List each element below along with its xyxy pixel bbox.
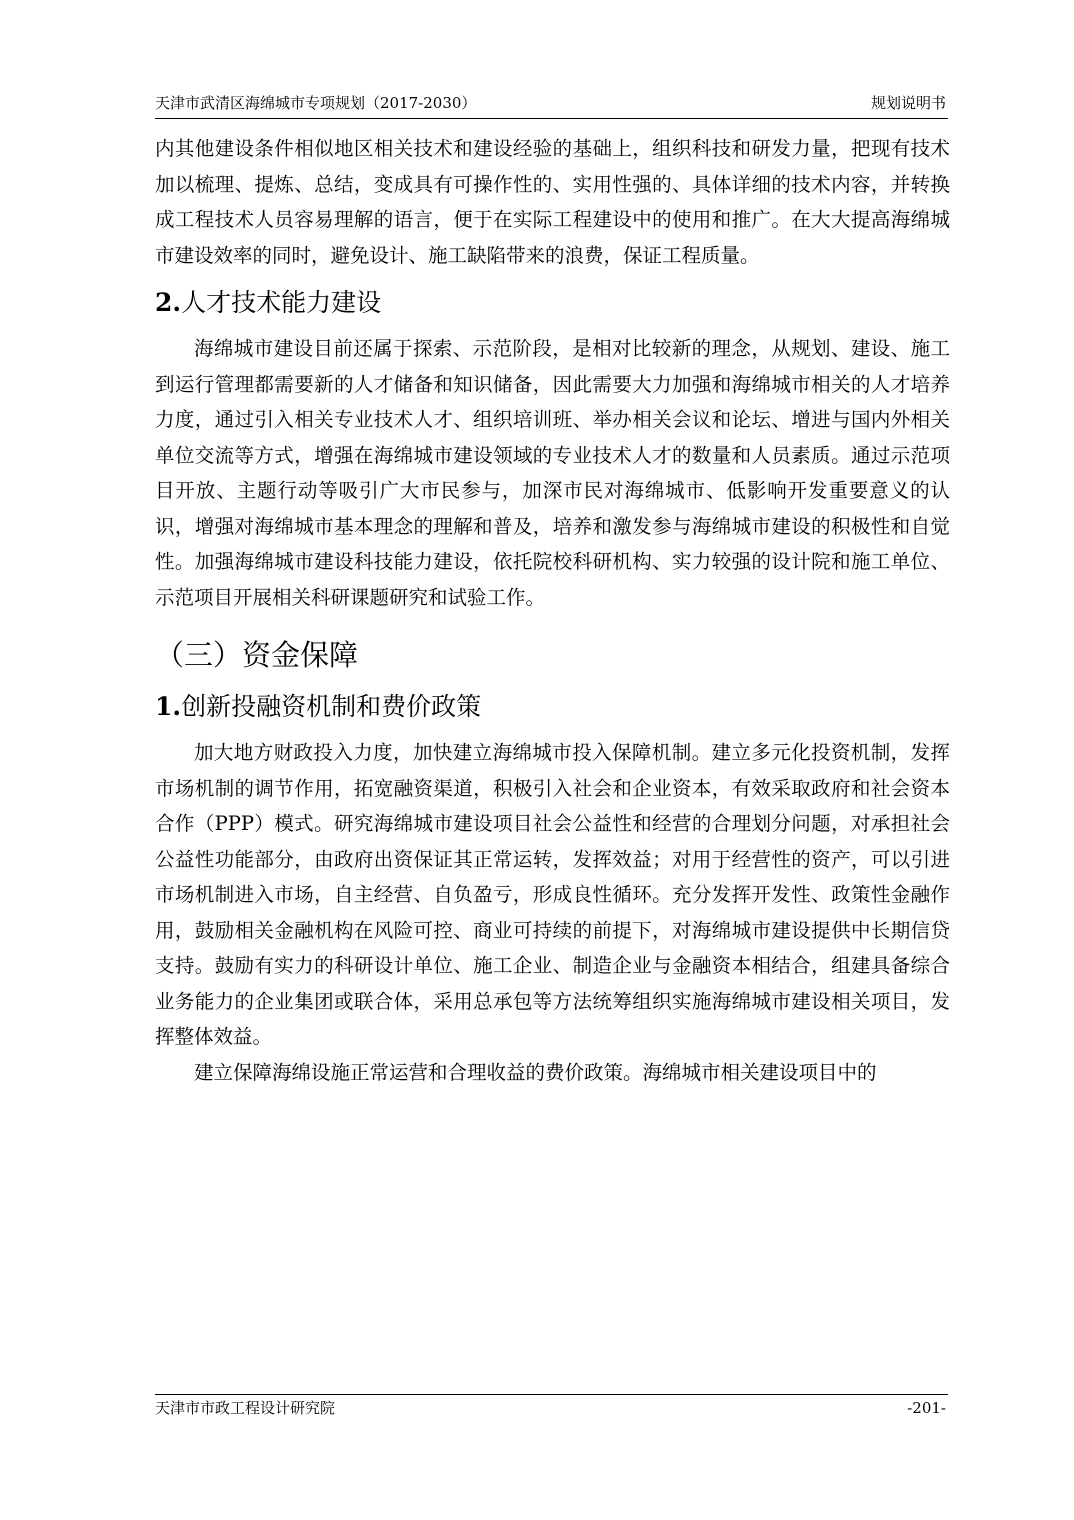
paragraph-pricing: 建立保障海绵设施正常运营和合理收益的费价政策。海绵城市相关建设项目中的 — [194, 1060, 877, 1084]
running-header — [155, 92, 948, 119]
section-heading-funding: （三）资金保障 — [155, 638, 359, 672]
subheading-finance-text: 创新投融资机制和费价政策 — [181, 692, 482, 721]
subheading-finance — [155, 689, 950, 725]
subheading-talent — [155, 285, 950, 321]
subheading-finance-number: 1. — [155, 692, 182, 721]
header-title: 天津市武清区海绵城市专项规划（2017-2030） — [155, 94, 477, 112]
running-footer — [155, 1394, 948, 1417]
page-content — [155, 131, 950, 1090]
paragraph-finance: 加大地方财政投入力度，加快建立海绵城市投入保障机制。建立多元化投资机制，发挥市场机制的调节作用，拓宽融资渠道，积极引入社会和企业资本，有效采取政府和社会资本合作（PPP）模式。研究海绵城市建设项目社会公益性和经营的合理划分问题，对承担社会公益性功能部分，由政府出资保证其正常运转，发挥效益；对用于经营性的资产，可以引进市场机制进入市场，自主经营、自负盈亏，形成良性循环。充分发挥开发性、政策性金融作用，鼓励相关金融机构在风险可控、商业可持续的前提下，对海绵城市建设提供中长期信贷支持。鼓励有实力的科研设计单位、施工企业、制造企业与金融资本相结合，组建具备综合业务能力的企业集团或联合体，采用总承包等方法统筹组织实施海绵城市建设相关项目，发挥整体效益。 — [155, 741, 950, 1048]
subheading-talent-number: 2. — [155, 288, 182, 317]
paragraph-continued: 内其他建设条件相似地区相关技术和建设经验的基础上，组织科技和研发力量，把现有技术加以梳理、提炼、总结，变成具有可操作性的、实用性强的、具体详细的技术内容，并转换成工程技术人员容易理解的语言，便于在实际工程建设中的使用和推广。在大大提高海绵城市建设效率的同时，避免设计、施工缺陷带来的浪费，保证工程质量。 — [155, 137, 950, 267]
footer-organization: 天津市市政工程设计研究院 — [155, 1399, 336, 1417]
page-number: -201- — [907, 1399, 946, 1417]
paragraph-talent: 海绵城市建设目前还属于探索、示范阶段，是相对比较新的理念，从规划、建设、施工到运行管理都需要新的人才储备和知识储备，因此需要大力加强和海绵城市相关的人才培养力度，通过引入相关专业技术人才、组织培训班、举办相关会议和论坛、增进与国内外相关单位交流等方式，增强在海绵城市建设领域的专业技术人才的数量和人员素质。通过示范项目开放、主题行动等吸引广大市民参与，加深市民对海绵城市、低影响开发重要意义的认识，增强对海绵城市基本理念的理解和普及，培养和激发参与海绵城市建设的积极性和自觉性。加强海绵城市建设科技能力建设，依托院校科研机构、实力较强的设计院和施工单位、示范项目开展相关科研课题研究和试验工作。 — [155, 337, 950, 609]
header-doc-type: 规划说明书 — [870, 94, 946, 112]
subheading-talent-text: 人才技术能力建设 — [181, 288, 382, 317]
